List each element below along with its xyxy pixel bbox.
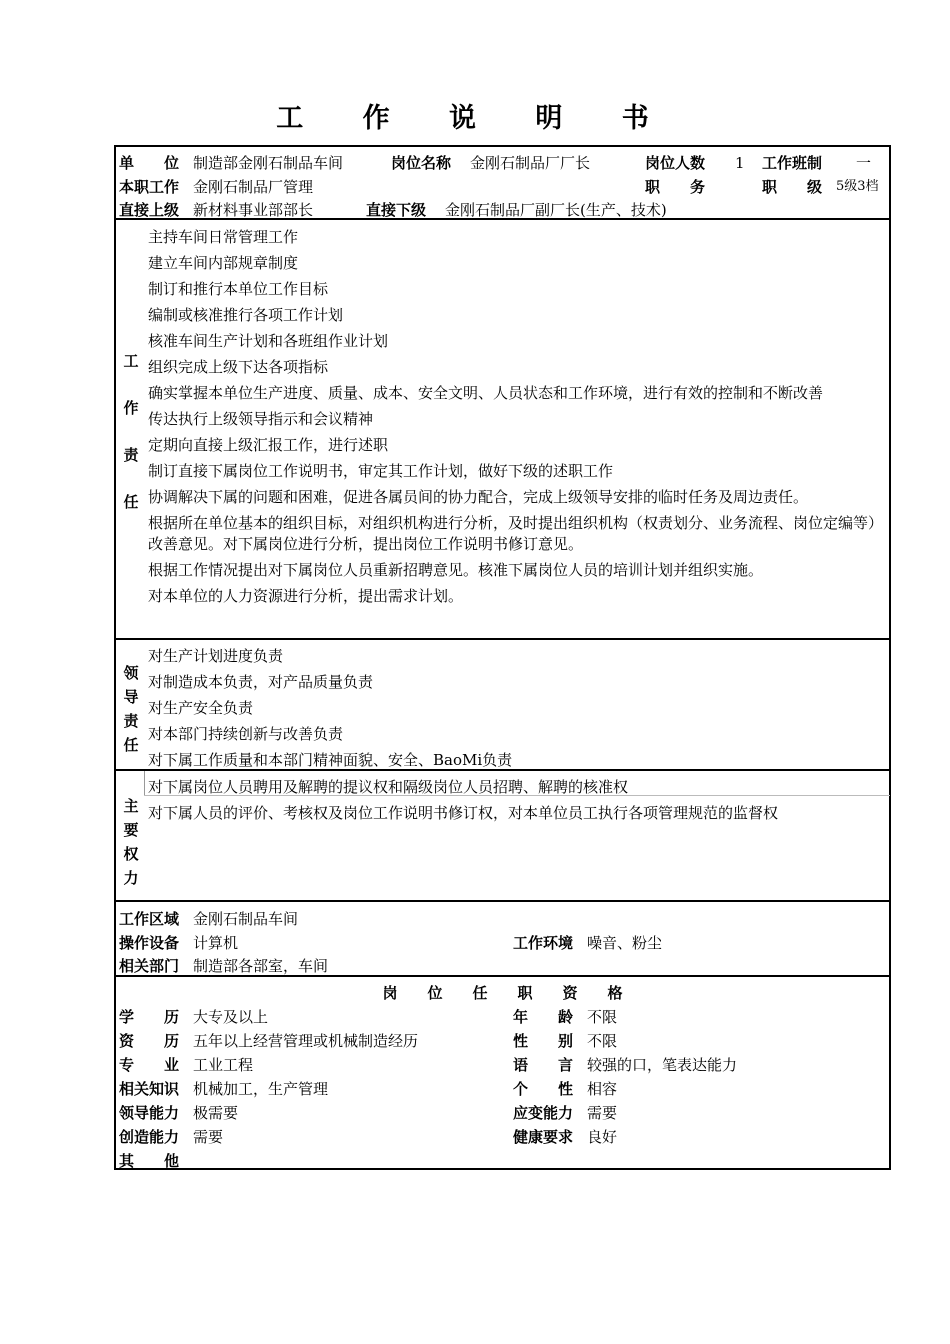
list-item: 对下属人员的评价、考核权及岗位工作说明书修订权，对本单位员工执行各项管理规范的监督权	[148, 804, 779, 822]
list-item: 根据工作情况提出对下属岗位人员重新招聘意见。核准下属岗位人员的培训计划并组织实施。	[148, 560, 764, 579]
qual-value: 工业工程	[193, 1056, 254, 1074]
unit-value: 制造部金刚石制品车间	[193, 154, 344, 172]
position-name-label: 岗位名称	[391, 154, 452, 172]
qual-label: 资 历	[119, 1032, 180, 1050]
list-item: 编制或核准推行各项工作计划	[148, 305, 344, 324]
list-item: 确实掌握本单位生产进度、质量、成本、安全文明、人员状态和工作环境，进行有效的控制和不断改善	[148, 383, 824, 402]
qual-label: 专 业	[119, 1056, 180, 1074]
qual-label: 年 龄	[513, 1008, 574, 1026]
list-item: 制订和推行本单位工作目标	[148, 279, 329, 298]
superior-label: 直接上级	[119, 201, 180, 219]
qual-value: 需要	[193, 1128, 224, 1146]
list-item: 定期向直接上级汇报工作，进行述职	[148, 435, 389, 454]
list-item: 对本单位的人力资源进行分析，提出需求计划。	[148, 586, 464, 605]
list-item: 对生产计划进度负责	[148, 647, 284, 665]
work-area-label: 工作区域	[119, 910, 180, 928]
shift-label: 工作班制	[762, 154, 823, 172]
qual-value: 相容	[587, 1080, 618, 1098]
qual-value: 五年以上经营管理或机械制造经历	[193, 1032, 419, 1050]
qual-label: 健康要求	[513, 1128, 574, 1146]
qual-value: 需要	[587, 1104, 618, 1122]
qual-value: 机械加工，生产管理	[193, 1080, 329, 1098]
leadership-responsibilities-label: 领 导 责 任	[123, 664, 139, 754]
work-environment-label: 工作环境	[513, 934, 574, 952]
divider	[114, 638, 891, 640]
qual-value: 大专及以上	[193, 1008, 269, 1026]
position-name-value: 金刚石制品厂厂长	[470, 154, 591, 172]
list-item: 对制造成本负责，对产品质量负责	[148, 673, 374, 691]
cell-border	[144, 771, 145, 795]
qual-value: 极需要	[193, 1104, 239, 1122]
qual-label: 应变能力	[513, 1104, 574, 1122]
equipment-label: 操作设备	[119, 934, 180, 952]
rank-label: 职 级	[762, 178, 823, 196]
work-environment-value: 噪音、粉尘	[587, 934, 663, 952]
subordinate-value: 金刚石制品厂副厂长(生产、技术)	[445, 201, 667, 219]
list-item: 对下属工作质量和本部门精神面貌、安全、BaoMi负责	[148, 751, 513, 769]
headcount-label: 岗位人数	[645, 154, 706, 172]
subordinate-label: 直接下级	[366, 201, 427, 219]
qual-label: 相关知识	[119, 1080, 180, 1098]
job-value: 金刚石制品厂管理	[193, 178, 314, 196]
qual-label: 其 他	[119, 1152, 180, 1170]
qual-label: 语 言	[513, 1056, 574, 1074]
list-item: 组织完成上级下达各项指标	[148, 357, 329, 376]
divider	[114, 769, 891, 771]
unit-label: 单 位	[119, 154, 180, 172]
qual-value: 不限	[587, 1032, 618, 1050]
qual-label: 个 性	[513, 1080, 574, 1098]
main-authority-list	[148, 774, 890, 826]
qualifications-heading: 岗 位 任 职 资 格	[382, 984, 623, 1002]
qual-label: 领导能力	[119, 1104, 180, 1122]
main-authority-label: 主 要 权 力	[123, 797, 139, 887]
headcount-value: 1	[735, 154, 745, 172]
related-dept-value: 制造部各部室，车间	[193, 957, 329, 975]
list-item: 对生产安全负责	[148, 699, 254, 717]
divider	[114, 218, 891, 220]
superior-value: 新材料事业部部长	[193, 201, 314, 219]
list-item: 协调解决下属的问题和困难，促进各属员间的协力配合，完成上级领导安排的临时任务及周边责任。	[148, 487, 809, 506]
list-item: 核准车间生产计划和各班组作业计划	[148, 331, 389, 350]
list-item: 传达执行上级领导指示和会议精神	[148, 409, 374, 428]
rank-value: 5级3档	[836, 179, 879, 194]
qual-label: 学 历	[119, 1008, 180, 1026]
list-item: 根据所在单位基本的组织目标，对组织机构进行分析，及时提出组织机构（权责划分、业务流程、岗位定编等）改善意见。对下属岗位进行分析，提出岗位工作说明书修订意见。	[148, 513, 884, 553]
work-responsibilities-label: 工 作 责 任	[123, 352, 139, 511]
related-dept-label: 相关部门	[119, 957, 180, 975]
work-area-value: 金刚石制品车间	[193, 910, 299, 928]
job-label: 本职工作	[119, 178, 180, 196]
duty-label: 职 务	[645, 178, 706, 196]
qual-value: 不限	[587, 1008, 618, 1026]
leadership-responsibilities-list	[148, 643, 890, 773]
qual-value: 较强的口，笔表达能力	[587, 1056, 738, 1074]
page-title: 工 作 说 明 书	[276, 103, 674, 134]
divider	[114, 900, 891, 902]
qual-value: 良好	[587, 1128, 618, 1146]
list-item: 制订直接下属岗位工作说明书，审定其工作计划，做好下级的述职工作	[148, 461, 614, 480]
list-item: 对本部门持续创新与改善负责	[148, 725, 344, 743]
qual-label: 创造能力	[119, 1128, 180, 1146]
equipment-value: 计算机	[193, 934, 239, 952]
list-item: 主持车间日常管理工作	[148, 227, 299, 246]
shift-value: 一	[856, 154, 872, 172]
divider	[114, 975, 891, 977]
qual-label: 性 别	[513, 1032, 574, 1050]
work-responsibilities-list	[148, 224, 890, 609]
list-item: 建立车间内部规章制度	[148, 253, 299, 272]
list-item: 对下属岗位人员聘用及解聘的提议权和隔级岗位人员招聘、解聘的核准权	[148, 778, 629, 796]
